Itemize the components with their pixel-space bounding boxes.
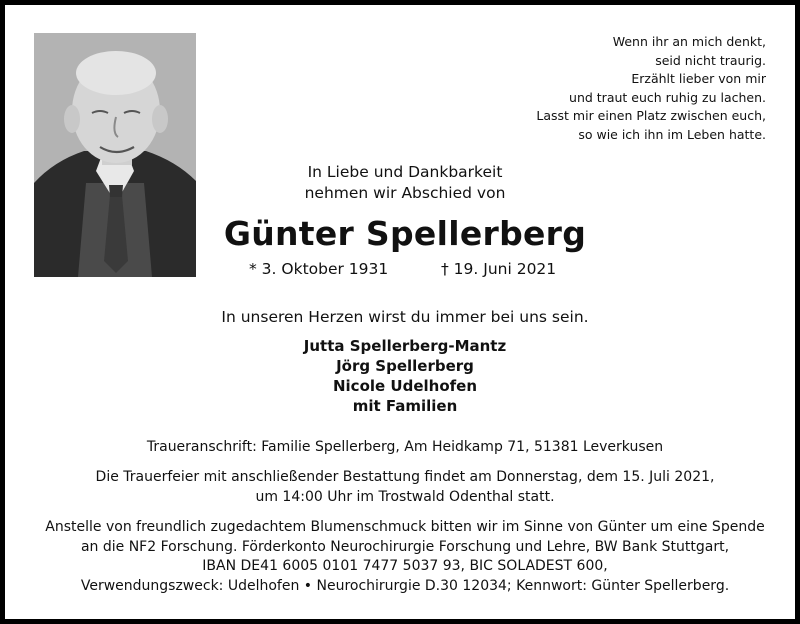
birth-date: * 3. Oktober 1931 — [249, 260, 389, 278]
intro-text — [205, 162, 605, 204]
intro-line: nehmen wir Abschied von — [304, 184, 506, 202]
poem-line: Lasst mir einen Platz zwischen euch, — [536, 108, 766, 124]
poem-line: seid nicht traurig. — [655, 52, 766, 68]
motto: In unseren Herzen wirst du immer bei uns sein. — [221, 308, 589, 326]
deceased-name: Günter Spellerberg — [223, 214, 587, 253]
donation-line: Verwendungszweck: Udelhofen • Neurochirurgie D.30 12034; Kennwort: Günter Spellerberg. — [80, 577, 730, 594]
donation-line: IBAN DE41 6005 0101 7477 5037 93, BIC SOLADEST 600, — [202, 558, 608, 574]
poem-line: Erzählt lieber von mir — [631, 71, 766, 87]
family-member: mit Familien — [352, 397, 458, 415]
donation-info — [5, 518, 800, 596]
donation-line: Anstelle von freundlich zugedachtem Blumenschmuck bitten wir im Sinne von Günter um eine Spende — [45, 519, 765, 535]
mourning-address: Traueranschrift: Familie Spellerberg, Am Heidkamp 71, 51381 Leverkusen — [146, 439, 664, 455]
donation-line: an die NF2 Forschung. Förderkonto Neurochirurgie Forschung und Lehre, BW Bank Stuttgart, — [80, 538, 730, 555]
poem-line: und traut euch ruhig zu lachen. — [569, 89, 766, 105]
poem-line: so wie ich ihn im Leben hatte. — [578, 126, 766, 142]
poem — [466, 33, 766, 145]
poem-line: Wenn ihr an mich denkt, — [612, 34, 766, 49]
family-member: Jutta Spellerberg-Mantz — [303, 337, 507, 355]
family-member: Jörg Spellerberg — [336, 357, 474, 375]
portrait-illustration — [34, 33, 196, 277]
ceremony-info — [5, 467, 800, 507]
ceremony-line: Die Trauerfeier mit anschließender Bestattung findet am Donnerstag, dem 15. Juli 2021, — [95, 469, 715, 485]
ceremony-line: um 14:00 Uhr im Trostwald Odenthal statt. — [255, 489, 555, 505]
family-member: Nicole Udelhofen — [332, 377, 478, 395]
intro-line: In Liebe und Dankbarkeit — [307, 163, 503, 181]
death-date: † 19. Juni 2021 — [441, 260, 557, 278]
family-list — [5, 336, 800, 416]
portrait-photo — [34, 33, 196, 277]
